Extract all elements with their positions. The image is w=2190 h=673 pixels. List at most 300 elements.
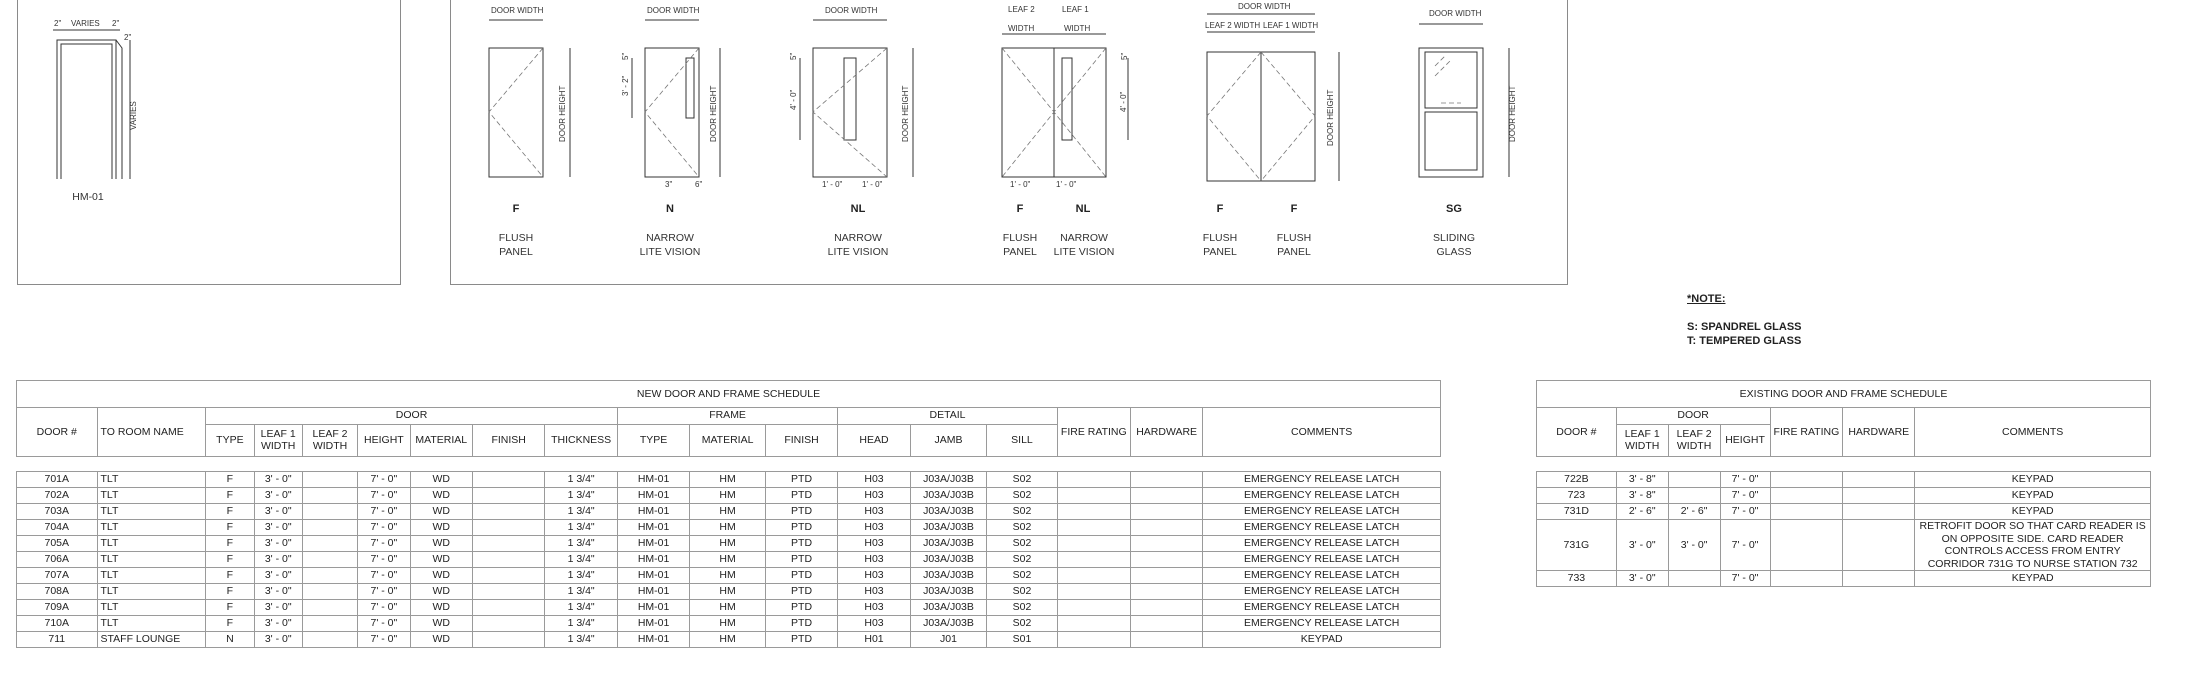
table-cell: HM-01 bbox=[617, 632, 689, 648]
header-cell: DOOR # bbox=[1537, 408, 1617, 457]
door-type-label-line2: PANEL bbox=[1003, 246, 1037, 258]
table-row bbox=[17, 472, 1441, 488]
table-cell: HM-01 bbox=[617, 552, 689, 568]
door-type-code-2: NL bbox=[1075, 203, 1091, 215]
door-type-label-line3: FLUSH bbox=[1276, 232, 1312, 244]
table-cell bbox=[302, 472, 357, 488]
table-cell bbox=[302, 504, 357, 520]
table-cell: H03 bbox=[838, 504, 910, 520]
door-type-label-line1: NARROW bbox=[834, 232, 882, 244]
table-cell: 7' - 0" bbox=[1720, 488, 1770, 504]
door-type-code-2: F bbox=[1290, 203, 1298, 215]
schedule-title: NEW DOOR AND FRAME SCHEDULE bbox=[17, 381, 1441, 408]
schedule-spacer-row bbox=[1537, 457, 2151, 472]
table-cell: WD bbox=[410, 504, 472, 520]
header-cell: HARDWARE bbox=[1843, 408, 1915, 457]
lite-width-dim: 1' - 0" bbox=[1056, 180, 1077, 189]
table-cell: WD bbox=[410, 552, 472, 568]
table-cell: 3' - 8" bbox=[1616, 472, 1668, 488]
table-cell bbox=[1057, 504, 1130, 520]
table-cell bbox=[1057, 632, 1130, 648]
frame-elevation-drawing bbox=[40, 0, 170, 200]
table-row bbox=[17, 616, 1441, 632]
table-cell bbox=[302, 552, 357, 568]
table-cell: H03 bbox=[838, 568, 910, 584]
table-cell: WD bbox=[410, 584, 472, 600]
header-cell: HEIGHT bbox=[1720, 424, 1770, 456]
door-elevation-nl bbox=[778, 0, 928, 195]
table-cell: 3' - 0" bbox=[1616, 520, 1668, 571]
table-cell: F bbox=[206, 568, 254, 584]
door-type-code: N bbox=[666, 203, 674, 215]
door-type-label-line2: LITE VISION bbox=[639, 246, 701, 258]
frame-jamb-left-dim: 2" bbox=[54, 19, 62, 28]
table-cell: J03A/J03B bbox=[910, 568, 986, 584]
table-cell: 3' - 0" bbox=[254, 472, 302, 488]
table-cell bbox=[1770, 571, 1843, 587]
table-cell: 711 bbox=[17, 632, 98, 648]
header-cell: TYPE bbox=[206, 424, 254, 456]
table-cell: HM bbox=[690, 520, 765, 536]
door-type-code: F bbox=[1216, 203, 1224, 215]
table-cell: N bbox=[206, 632, 254, 648]
table-cell: 7' - 0" bbox=[1720, 472, 1770, 488]
table-cell bbox=[472, 632, 544, 648]
table-cell: KEYPAD bbox=[1915, 504, 2151, 520]
table-cell: HM-01 bbox=[617, 504, 689, 520]
table-row bbox=[1537, 472, 2151, 488]
frame-head-dim: 2" bbox=[124, 33, 132, 42]
table-cell: TLT bbox=[97, 472, 206, 488]
header-cell: HEAD bbox=[838, 424, 910, 456]
table-cell: 7' - 0" bbox=[358, 504, 410, 520]
table-cell: HM bbox=[690, 600, 765, 616]
table-cell: 702A bbox=[17, 488, 98, 504]
table-cell: PTD bbox=[765, 536, 837, 552]
door-type-label-line2: GLASS bbox=[1436, 246, 1472, 258]
table-row bbox=[17, 552, 1441, 568]
table-cell: EMERGENCY RELEASE LATCH bbox=[1203, 488, 1441, 504]
door-height-label: DOOR HEIGHT bbox=[901, 85, 910, 142]
lite-height-dim: 4' - 0" bbox=[789, 89, 798, 110]
door-height-label: DOOR HEIGHT bbox=[558, 85, 567, 142]
table-cell: 708A bbox=[17, 584, 98, 600]
header-cell: TO ROOM NAME bbox=[97, 408, 206, 457]
table-cell: 7' - 0" bbox=[358, 616, 410, 632]
door-width-label: DOOR WIDTH bbox=[825, 6, 878, 15]
table-cell bbox=[1130, 472, 1202, 488]
table-cell: 7' - 0" bbox=[358, 536, 410, 552]
table-row bbox=[1537, 571, 2151, 587]
table-cell bbox=[1770, 488, 1843, 504]
table-cell: J03A/J03B bbox=[910, 552, 986, 568]
table-cell bbox=[1843, 520, 1915, 571]
table-cell bbox=[472, 616, 544, 632]
table-cell: KEYPAD bbox=[1915, 488, 2151, 504]
table-cell: 3' - 8" bbox=[1616, 488, 1668, 504]
door-type-label-line2: PANEL bbox=[499, 246, 533, 258]
group-header-detail: DETAIL bbox=[838, 408, 1057, 425]
table-cell: H03 bbox=[838, 584, 910, 600]
leaf1-width-sublabel: WIDTH bbox=[1064, 24, 1091, 33]
table-cell: H03 bbox=[838, 600, 910, 616]
table-cell: 3' - 0" bbox=[254, 552, 302, 568]
table-cell: TLT bbox=[97, 584, 206, 600]
table-cell: 709A bbox=[17, 600, 98, 616]
table-cell: S02 bbox=[987, 536, 1057, 552]
table-cell bbox=[1130, 616, 1202, 632]
header-cell: HARDWARE bbox=[1130, 408, 1202, 457]
table-cell: H03 bbox=[838, 536, 910, 552]
table-cell: KEYPAD bbox=[1203, 632, 1441, 648]
table-cell: S02 bbox=[987, 616, 1057, 632]
table-cell: HM-01 bbox=[617, 536, 689, 552]
frame-type-name: HM-01 bbox=[72, 191, 104, 203]
table-cell: S02 bbox=[987, 584, 1057, 600]
table-cell: 705A bbox=[17, 536, 98, 552]
table-cell: 7' - 0" bbox=[358, 552, 410, 568]
table-row bbox=[17, 584, 1441, 600]
door-elevation-f bbox=[478, 0, 588, 195]
table-cell: 707A bbox=[17, 568, 98, 584]
table-cell: 3' - 0" bbox=[254, 520, 302, 536]
table-cell: TLT bbox=[97, 616, 206, 632]
header-cell: FIRE RATING bbox=[1057, 408, 1130, 457]
table-cell: F bbox=[206, 600, 254, 616]
door-type-label-line1: FLUSH bbox=[498, 232, 534, 244]
table-cell: TLT bbox=[97, 568, 206, 584]
table-cell: 1 3/4" bbox=[545, 472, 617, 488]
table-cell: 731G bbox=[1537, 520, 1617, 571]
header-cell: MATERIAL bbox=[410, 424, 472, 456]
note-title: *NOTE: bbox=[1687, 293, 1726, 305]
table-cell: 722B bbox=[1537, 472, 1617, 488]
table-cell bbox=[472, 584, 544, 600]
table-cell: F bbox=[206, 504, 254, 520]
lite-width-dim: 1' - 0" bbox=[862, 180, 883, 189]
table-cell: PTD bbox=[765, 584, 837, 600]
table-cell: S02 bbox=[987, 504, 1057, 520]
leaf2-width-label: LEAF 2 bbox=[1008, 5, 1035, 14]
table-cell bbox=[472, 488, 544, 504]
table-cell: S02 bbox=[987, 568, 1057, 584]
lite-offset-dim: 1' - 0" bbox=[822, 180, 843, 189]
table-cell: 3' - 0" bbox=[254, 536, 302, 552]
table-cell bbox=[472, 552, 544, 568]
door-width-label: DOOR WIDTH bbox=[491, 6, 544, 15]
table-cell: S01 bbox=[987, 632, 1057, 648]
table-row bbox=[17, 520, 1441, 536]
leaf2-width-sublabel: WIDTH bbox=[1008, 24, 1035, 33]
group-header-frame: FRAME bbox=[617, 408, 837, 425]
table-cell: 7' - 0" bbox=[358, 632, 410, 648]
header-cell: THICKNESS bbox=[545, 424, 617, 456]
table-cell: HM bbox=[690, 488, 765, 504]
table-cell bbox=[472, 472, 544, 488]
table-cell bbox=[1130, 552, 1202, 568]
table-cell: WD bbox=[410, 472, 472, 488]
table-cell: J03A/J03B bbox=[910, 472, 986, 488]
table-cell: H03 bbox=[838, 552, 910, 568]
table-cell: J03A/J03B bbox=[910, 600, 986, 616]
table-cell: 3' - 0" bbox=[254, 488, 302, 504]
schedule-group-row bbox=[17, 408, 1441, 425]
table-cell bbox=[1057, 616, 1130, 632]
table-cell: 3' - 0" bbox=[254, 568, 302, 584]
table-cell: EMERGENCY RELEASE LATCH bbox=[1203, 600, 1441, 616]
note-line-tempered: T: TEMPERED GLASS bbox=[1687, 335, 1802, 347]
table-cell bbox=[1057, 472, 1130, 488]
table-cell: J03A/J03B bbox=[910, 616, 986, 632]
table-cell: HM bbox=[690, 632, 765, 648]
table-cell: TLT bbox=[97, 488, 206, 504]
table-cell: 7' - 0" bbox=[358, 584, 410, 600]
door-width-label: DOOR WIDTH bbox=[647, 6, 700, 15]
door-type-label-2 bbox=[1264, 231, 1324, 259]
table-cell: F bbox=[206, 536, 254, 552]
group-header-door: DOOR bbox=[1616, 408, 1770, 425]
table-cell: S02 bbox=[987, 472, 1057, 488]
door-elevation-f-nl-pair bbox=[990, 0, 1150, 195]
table-cell: F bbox=[206, 584, 254, 600]
table-cell: HM-01 bbox=[617, 472, 689, 488]
table-cell bbox=[472, 520, 544, 536]
table-cell: 704A bbox=[17, 520, 98, 536]
table-cell bbox=[1130, 520, 1202, 536]
door-type-label-line4: LITE VISION bbox=[1053, 246, 1115, 258]
table-row bbox=[17, 504, 1441, 520]
leaf2-width-label: LEAF 2 WIDTH bbox=[1205, 21, 1261, 30]
table-cell bbox=[302, 568, 357, 584]
table-cell: F bbox=[206, 616, 254, 632]
table-cell: WD bbox=[410, 600, 472, 616]
table-cell bbox=[472, 568, 544, 584]
table-cell: 703A bbox=[17, 504, 98, 520]
header-cell: MATERIAL bbox=[690, 424, 765, 456]
table-cell: 1 3/4" bbox=[545, 520, 617, 536]
table-cell: PTD bbox=[765, 568, 837, 584]
table-cell: EMERGENCY RELEASE LATCH bbox=[1203, 520, 1441, 536]
table-cell: 7' - 0" bbox=[358, 568, 410, 584]
table-cell: WD bbox=[410, 632, 472, 648]
door-elevation-n bbox=[610, 0, 740, 195]
table-cell: TLT bbox=[97, 552, 206, 568]
group-header-door: DOOR bbox=[206, 408, 618, 425]
door-type-label-line1: FLUSH bbox=[1002, 232, 1038, 244]
door-height-label: DOOR HEIGHT bbox=[709, 85, 718, 142]
table-cell: PTD bbox=[765, 504, 837, 520]
leaf1-width-label: LEAF 1 WIDTH bbox=[1263, 21, 1319, 30]
table-cell: 7' - 0" bbox=[358, 600, 410, 616]
table-cell: 7' - 0" bbox=[358, 472, 410, 488]
door-type-code: NL bbox=[850, 203, 866, 215]
table-cell bbox=[302, 488, 357, 504]
table-row bbox=[17, 536, 1441, 552]
table-cell bbox=[1668, 488, 1720, 504]
door-type-label-2 bbox=[1046, 231, 1122, 259]
table-cell bbox=[1057, 488, 1130, 504]
table-cell bbox=[302, 536, 357, 552]
table-cell: 2' - 6" bbox=[1616, 504, 1668, 520]
door-height-label: DOOR HEIGHT bbox=[1326, 89, 1335, 146]
table-cell: 3' - 0" bbox=[254, 632, 302, 648]
table-cell: HM bbox=[690, 616, 765, 632]
header-cell: COMMENTS bbox=[1203, 408, 1441, 457]
header-cell: SILL bbox=[987, 424, 1057, 456]
table-cell: PTD bbox=[765, 488, 837, 504]
door-type-label-line2: PANEL bbox=[1203, 246, 1237, 258]
table-cell: HM-01 bbox=[617, 616, 689, 632]
table-cell: HM bbox=[690, 472, 765, 488]
table-cell: HM-01 bbox=[617, 600, 689, 616]
table-cell bbox=[1130, 488, 1202, 504]
table-cell: EMERGENCY RELEASE LATCH bbox=[1203, 584, 1441, 600]
table-cell: EMERGENCY RELEASE LATCH bbox=[1203, 616, 1441, 632]
table-cell: S02 bbox=[987, 520, 1057, 536]
table-cell: 3' - 0" bbox=[254, 504, 302, 520]
table-cell: 3' - 0" bbox=[1668, 520, 1720, 571]
table-cell: HM-01 bbox=[617, 584, 689, 600]
frame-width-label: VARIES bbox=[71, 19, 100, 28]
new-schedule-body bbox=[17, 472, 1441, 648]
table-cell: WD bbox=[410, 536, 472, 552]
table-cell: F bbox=[206, 488, 254, 504]
table-cell bbox=[1770, 504, 1843, 520]
table-cell: PTD bbox=[765, 552, 837, 568]
table-cell: PTD bbox=[765, 472, 837, 488]
table-cell: F bbox=[206, 520, 254, 536]
table-cell bbox=[1057, 520, 1130, 536]
table-cell: STAFF LOUNGE bbox=[97, 632, 206, 648]
table-cell bbox=[1057, 584, 1130, 600]
table-cell: J01 bbox=[910, 632, 986, 648]
schedule-group-row bbox=[1537, 408, 2151, 425]
door-width-label: DOOR WIDTH bbox=[1238, 2, 1291, 11]
header-cell: COMMENTS bbox=[1915, 408, 2151, 457]
table-cell: EMERGENCY RELEASE LATCH bbox=[1203, 568, 1441, 584]
table-cell: 701A bbox=[17, 472, 98, 488]
table-cell: HM bbox=[690, 504, 765, 520]
door-type-label bbox=[819, 231, 897, 259]
door-elevation-f-f-pair bbox=[1195, 0, 1355, 195]
schedule-spacer-row bbox=[17, 457, 1441, 472]
table-cell: 7' - 0" bbox=[1720, 504, 1770, 520]
table-cell: PTD bbox=[765, 520, 837, 536]
table-cell: PTD bbox=[765, 632, 837, 648]
table-cell: S02 bbox=[987, 600, 1057, 616]
header-cell: FIRE RATING bbox=[1770, 408, 1843, 457]
lite-height-dim: 4' - 0" bbox=[1119, 91, 1128, 112]
table-cell bbox=[1057, 552, 1130, 568]
table-cell: HM bbox=[690, 552, 765, 568]
table-cell bbox=[302, 616, 357, 632]
table-cell bbox=[1130, 504, 1202, 520]
table-cell: 710A bbox=[17, 616, 98, 632]
table-cell: HM-01 bbox=[617, 568, 689, 584]
table-cell: 3' - 0" bbox=[254, 616, 302, 632]
table-cell: 7' - 0" bbox=[358, 488, 410, 504]
lite-top-dim: 5" bbox=[621, 52, 630, 60]
table-row bbox=[1537, 488, 2151, 504]
table-cell bbox=[1770, 520, 1843, 571]
table-cell: HM-01 bbox=[617, 520, 689, 536]
table-cell bbox=[472, 600, 544, 616]
table-cell: HM-01 bbox=[617, 488, 689, 504]
table-cell: EMERGENCY RELEASE LATCH bbox=[1203, 536, 1441, 552]
table-cell: 1 3/4" bbox=[545, 536, 617, 552]
table-cell: 7' - 0" bbox=[1720, 520, 1770, 571]
table-cell bbox=[1130, 600, 1202, 616]
door-elevation-sg bbox=[1405, 0, 1545, 195]
table-cell: 1 3/4" bbox=[545, 488, 617, 504]
door-width-label: DOOR WIDTH bbox=[1429, 9, 1482, 18]
table-cell bbox=[472, 504, 544, 520]
table-cell bbox=[1843, 504, 1915, 520]
table-cell bbox=[1843, 488, 1915, 504]
table-cell: J03A/J03B bbox=[910, 488, 986, 504]
door-type-label-line1: NARROW bbox=[646, 232, 694, 244]
frame-jamb-right-dim: 2" bbox=[112, 19, 120, 28]
header-cell: JAMB bbox=[910, 424, 986, 456]
table-cell: 7' - 0" bbox=[358, 520, 410, 536]
leaf1-width-label: LEAF 1 bbox=[1062, 5, 1089, 14]
table-cell: PTD bbox=[765, 616, 837, 632]
table-cell: 733 bbox=[1537, 571, 1617, 587]
table-cell: H03 bbox=[838, 520, 910, 536]
table-cell bbox=[302, 520, 357, 536]
lite-width-dim: 6" bbox=[695, 180, 703, 189]
table-cell: PTD bbox=[765, 600, 837, 616]
table-cell: WD bbox=[410, 520, 472, 536]
table-cell: 1 3/4" bbox=[545, 584, 617, 600]
table-row bbox=[1537, 504, 2151, 520]
table-cell bbox=[1057, 568, 1130, 584]
existing-schedule-body bbox=[1537, 472, 2151, 587]
table-cell: KEYPAD bbox=[1915, 571, 2151, 587]
table-cell bbox=[302, 584, 357, 600]
table-cell: J03A/J03B bbox=[910, 504, 986, 520]
door-type-label-line2: LITE VISION bbox=[827, 246, 889, 258]
table-cell bbox=[1130, 632, 1202, 648]
table-cell: 7' - 0" bbox=[1720, 571, 1770, 587]
schedule-title-row bbox=[1537, 381, 2151, 408]
table-cell bbox=[302, 600, 357, 616]
door-type-label bbox=[1190, 231, 1250, 259]
table-cell: TLT bbox=[97, 600, 206, 616]
header-cell: HEIGHT bbox=[358, 424, 410, 456]
table-cell: EMERGENCY RELEASE LATCH bbox=[1203, 504, 1441, 520]
table-cell: F bbox=[206, 552, 254, 568]
table-cell bbox=[1668, 571, 1720, 587]
header-cell: LEAF 2 WIDTH bbox=[1668, 424, 1720, 456]
table-cell: RETROFIT DOOR SO THAT CARD READER IS ON OPPOSITE SIDE. CARD READER CONTROLS ACCESS FROM ENTRY CORRIDOR 731G TO NURSE STATION 732 bbox=[1915, 520, 2151, 571]
table-cell bbox=[1130, 568, 1202, 584]
table-cell bbox=[1057, 600, 1130, 616]
schedule-title: EXISTING DOOR AND FRAME SCHEDULE bbox=[1537, 381, 2151, 408]
table-cell: WD bbox=[410, 568, 472, 584]
door-type-code: SG bbox=[1446, 203, 1462, 215]
table-cell: EMERGENCY RELEASE LATCH bbox=[1203, 472, 1441, 488]
table-cell: J03A/J03B bbox=[910, 520, 986, 536]
table-cell bbox=[472, 536, 544, 552]
table-cell: H03 bbox=[838, 616, 910, 632]
table-cell: TLT bbox=[97, 504, 206, 520]
lite-top-dim: 5" bbox=[789, 52, 798, 60]
table-cell: TLT bbox=[97, 520, 206, 536]
existing-door-frame-schedule bbox=[1536, 380, 2151, 587]
table-cell: 2' - 6" bbox=[1668, 504, 1720, 520]
table-cell: KEYPAD bbox=[1915, 472, 2151, 488]
